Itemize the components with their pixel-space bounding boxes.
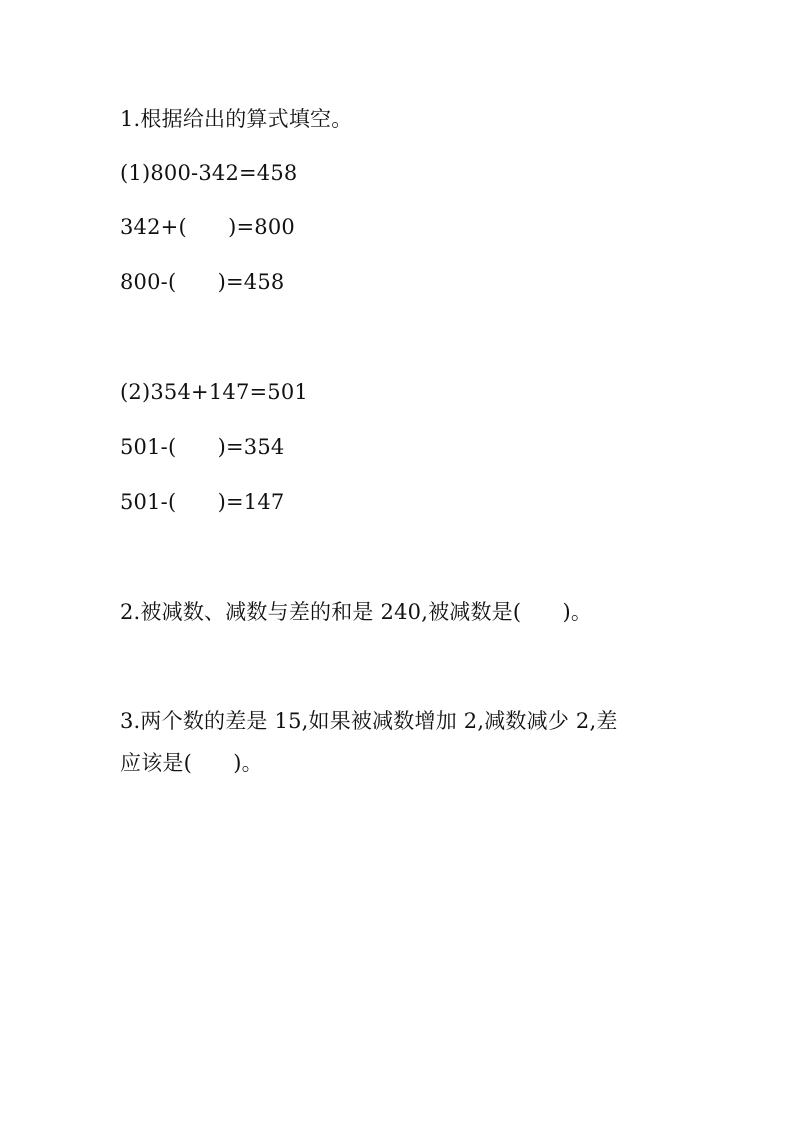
question-2: 2.被减数、减数与差的和是 240,被减数是( )。 — [120, 600, 593, 624]
question-1-part-1-blank-1: 342+( )=800 — [120, 215, 295, 239]
question-1-part-1-equation: (1)800-342=458 — [120, 161, 298, 185]
question-1-part-2-blank-2: 501-( )=147 — [120, 490, 285, 514]
question-1-title: 1.根据给出的算式填空。 — [120, 107, 353, 131]
question-1-part-1-blank-2: 800-( )=458 — [120, 270, 285, 294]
question-1-part-2-blank-1: 501-( )=354 — [120, 435, 285, 459]
question-1-part-2-equation: (2)354+147=501 — [120, 380, 308, 404]
question-3-line-1: 3.两个数的差是 15,如果被减数增加 2,减数减少 2,差 — [120, 709, 618, 733]
question-3-line-2: 应该是( )。 — [120, 751, 263, 775]
